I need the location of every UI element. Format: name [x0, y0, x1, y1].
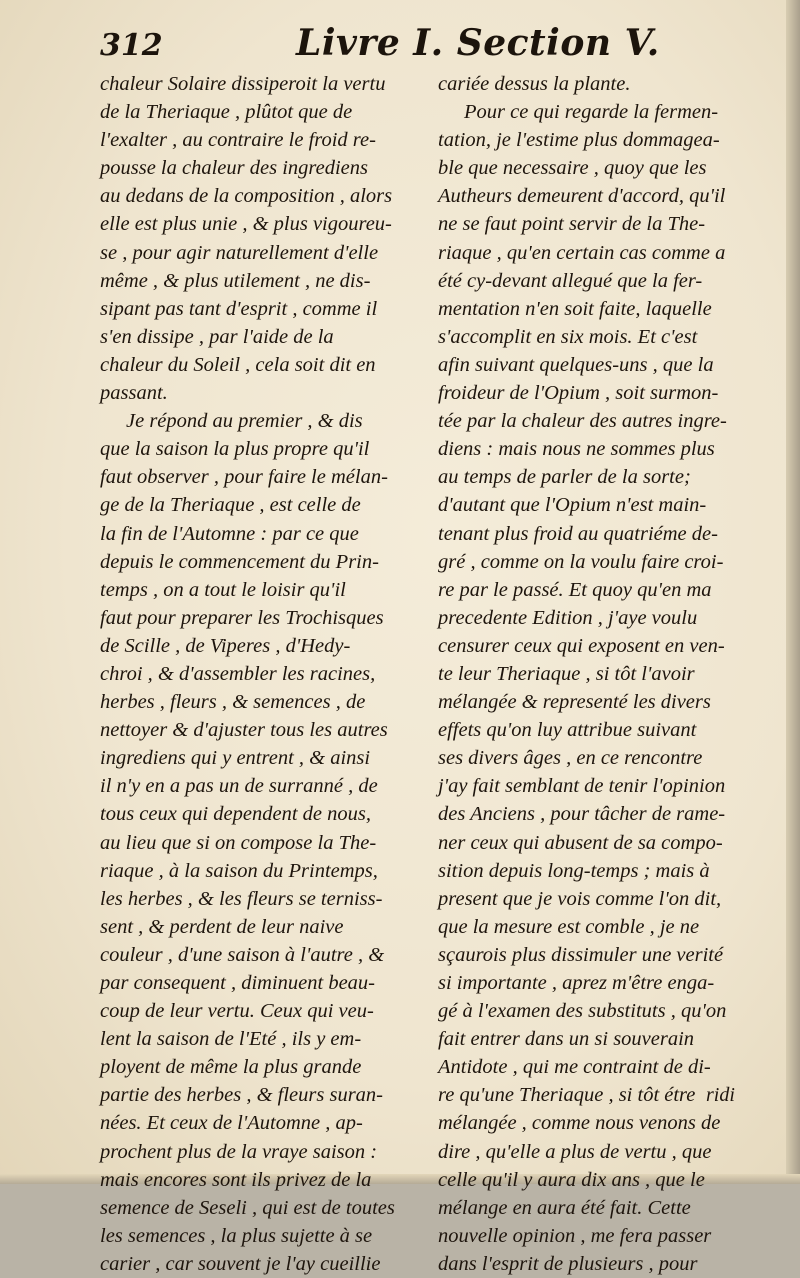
text-line: effets qu'on luy attribue suivant — [438, 719, 697, 742]
text-line: été cy-devant allegué que la fer- — [438, 269, 703, 292]
text-line: afin suivant quelques-uns , que la — [438, 353, 714, 376]
text-line: même , & plus utilement , ne dis- — [100, 269, 371, 292]
text-line: riaque , qu'en certain cas comme a — [438, 241, 726, 264]
text-line: de Scille , de Viperes , d'Hedy- — [100, 634, 351, 657]
page-header — [100, 22, 660, 72]
text-line: sent , & perdent de leur naive — [100, 915, 344, 938]
text-line: coup de leur vertu. Ceux qui veu- — [100, 1000, 374, 1023]
text-line: carier , car souvent je l'ay cueillie — [100, 1252, 381, 1275]
text-line: ployent de même la plus grande — [100, 1056, 362, 1079]
text-line: que la saison la plus propre qu'il — [100, 438, 370, 461]
catchword: ridi — [706, 1084, 735, 1106]
text-line: froideur de l'Opium , soit surmon- — [438, 382, 719, 405]
text-line: de la Theriaque , plûtot que de — [100, 101, 353, 124]
text-line: censurer ceux qui exposent en ven- — [438, 634, 725, 657]
text-line: gré , comme on la voulu faire croi- — [438, 550, 724, 573]
text-line: depuis le commencement du Prin- — [100, 550, 379, 573]
text-line: re par le passé. Et quoy qu'en ma — [438, 578, 712, 601]
text-line: j'ay fait semblant de tenir l'opinion — [438, 775, 726, 798]
text-line: les semences , la plus sujette à se — [100, 1224, 373, 1247]
text-line: par consequent , diminuent beau- — [100, 972, 375, 994]
text-line: que la mesure est comble , je ne — [438, 915, 700, 938]
text-line: sçaurois plus dissimuler une verité — [438, 943, 724, 966]
text-line: semence de Seseli , qui est de toutes — [100, 1196, 395, 1219]
text-line: riaque , à la saison du Printemps, — [100, 859, 378, 882]
text-line: au dedans de la composition , alors — [100, 185, 393, 208]
text-line: diens : mais nous ne sommes plus — [438, 438, 715, 461]
text-line: s'en dissipe , par l'aide de la — [100, 325, 334, 348]
text-line: lent la saison de l'Eté , ils y em- — [100, 1028, 362, 1051]
text-line: herbes , fleurs , & semences , de — [100, 691, 366, 714]
text-line: faut observer , pour faire le mélan- — [100, 466, 388, 489]
text-line: ge de la Theriaque , est celle de — [100, 494, 361, 517]
text-line: temps , on a tout le loisir qu'il — [100, 578, 346, 601]
text-line: mélange en aura été fait. Cette — [438, 1196, 691, 1219]
text-line: se , pour agir naturellement d'elle — [100, 241, 379, 264]
text-line: nettoyer & d'ajuster tous les autres — [100, 719, 388, 742]
text-line: Autheurs demeurent d'accord, qu'il — [438, 185, 726, 208]
text-line: ner ceux qui abusent de sa compo- — [438, 831, 723, 854]
text-line: nouvelle opinion , me fera passer — [438, 1224, 712, 1247]
text-line: elle est plus unie , & plus vigoureu- — [100, 213, 392, 236]
text-line: sipant pas tant d'esprit , comme il — [100, 297, 378, 320]
text-line: d'autant que l'Opium n'est main- — [438, 494, 707, 517]
text-line: passant. — [100, 382, 168, 405]
text-line: partie des herbes , & fleurs suran- — [100, 1084, 383, 1107]
text-line: present que je vois comme l'on dit, — [438, 887, 722, 910]
text-line: Pour ce qui regarde la fermen- — [464, 101, 719, 124]
text-line: chaleur du Soleil , cela soit dit en — [100, 353, 376, 376]
text-line: mentation n'en soit faite, laquelle — [438, 297, 712, 320]
text-line: dire , qu'elle a plus de vertu , que — [438, 1140, 712, 1163]
text-line: cariée dessus la plante. — [438, 73, 631, 95]
running-head: Livre I. Section V. — [296, 22, 660, 64]
text-line: tation, je l'estime plus dommagea- — [438, 129, 720, 152]
text-line: re qu'une Theriaque , si tôt étre — [438, 1084, 696, 1107]
text-line: pousse la chaleur des ingrediens — [100, 157, 368, 180]
text-line: precedente Edition , j'aye voulu — [438, 606, 698, 629]
text-line: gé à l'examen des substituts , qu'on — [438, 1000, 727, 1023]
text-line: ingrediens qui y entrent , & ainsi — [100, 747, 371, 770]
text-line: il n'y en a pas un de surranné , de — [100, 775, 378, 798]
text-line: la fin de l'Automne : par ce que — [100, 522, 359, 545]
text-line: nées. Et ceux de l'Automne , ap- — [100, 1112, 363, 1135]
text-line: ne se faut point servir de la The- — [438, 213, 706, 236]
text-line: mélangée & representé les divers — [438, 691, 711, 714]
text-line: tous ceux qui dependent de nous, — [100, 803, 371, 826]
text-line: Je répond au premier , & dis — [126, 410, 363, 433]
text-line: ble que necessaire , quoy que les — [438, 157, 707, 180]
text-line: l'exalter , au contraire le froid re- — [100, 129, 376, 152]
text-line: mais encores sont ils privez de la — [100, 1168, 372, 1191]
text-line: des Anciens , pour tâcher de rame- — [438, 803, 726, 826]
text-line: faut pour preparer les Trochisques — [100, 606, 384, 629]
text-line: chroi , & d'assembler les racines, — [100, 662, 376, 685]
page-edge-shadow — [786, 0, 800, 1184]
text-line: tenant plus froid au quatriéme de- — [438, 522, 718, 545]
text-line: ses divers âges , en ce rencontre — [438, 747, 703, 770]
text-line: dans l'esprit de plusieurs , pour — [438, 1252, 698, 1275]
text-line: sition depuis long-temps ; mais à — [438, 859, 710, 882]
text-line: les herbes , & les fleurs se terniss- — [100, 887, 383, 910]
text-line: chaleur Solaire dissiperoit la vertu — [100, 73, 386, 95]
page-number: 312 — [100, 28, 163, 63]
left-text-column — [100, 70, 412, 1278]
text-line: fait entrer dans un si souverain — [438, 1028, 695, 1051]
text-line: prochent plus de la vraye saison : — [100, 1140, 378, 1163]
text-line: mélangée , comme nous venons de — [438, 1112, 721, 1135]
text-line: s'accomplit en six mois. Et c'est — [438, 325, 698, 348]
text-line: si importante , aprez m'être enga- — [438, 972, 715, 994]
text-line: au lieu que si on compose la The- — [100, 831, 377, 854]
text-line: tée par la chaleur des autres ingre- — [438, 410, 727, 433]
text-line: celle qu'il y aura dix ans , que le — [438, 1168, 705, 1191]
text-line: couleur , d'une saison à l'autre , & — [100, 943, 385, 966]
text-line: Antidote , qui me contraint de di- — [438, 1056, 711, 1079]
text-line: au temps de parler de la sorte; — [438, 466, 691, 489]
text-line: te leur Theriaque , si tôt l'avoir — [438, 662, 695, 685]
